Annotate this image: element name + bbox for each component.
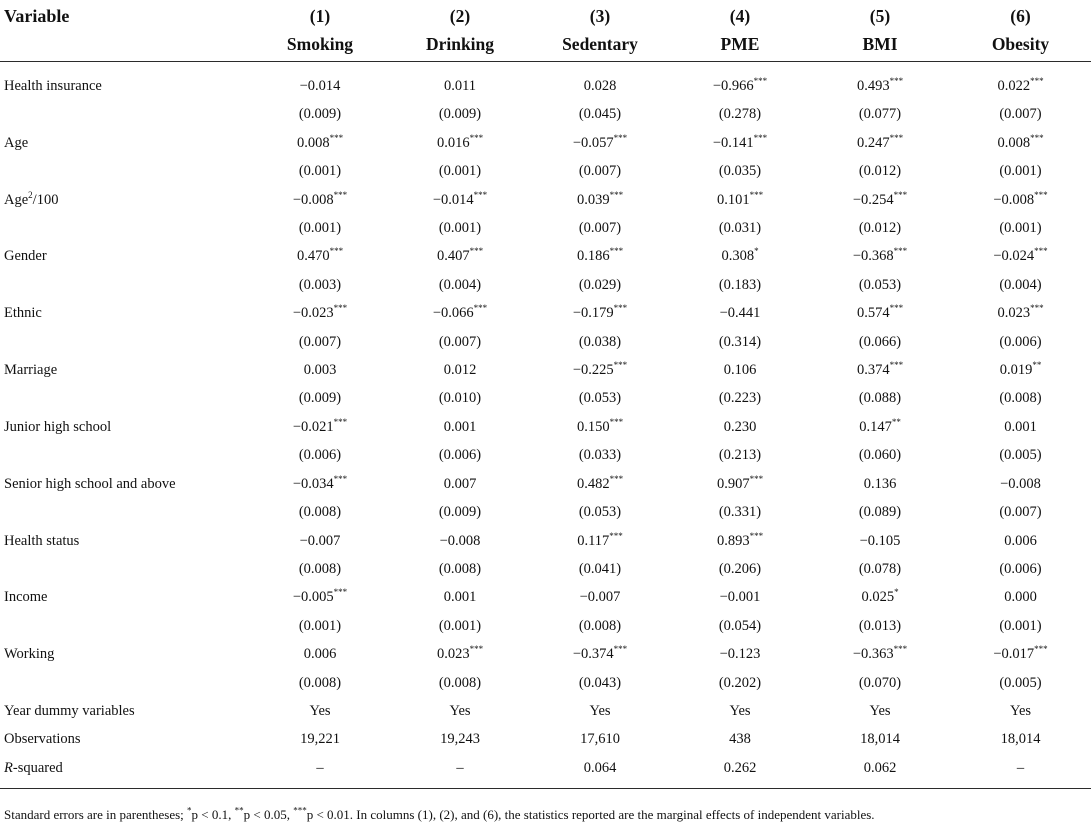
table-cell: (0.008) bbox=[298, 674, 342, 691]
table-footnote: Standard errors are in parentheses; *p < 0.1, **p < 0.05, ***p < 0.01. In columns (1), (2), and (6), the statistics reported are the marginal effects of independent variables. bbox=[4, 805, 875, 822]
significance-stars: *** bbox=[333, 303, 348, 314]
table-cell: Yes bbox=[449, 702, 471, 719]
table-cell: (0.054) bbox=[718, 617, 762, 634]
table-row bbox=[0, 612, 1091, 640]
header-col-5-num: (5) bbox=[869, 6, 891, 26]
row-label bbox=[0, 555, 250, 583]
table-row bbox=[0, 100, 1091, 128]
significance-stars: *** bbox=[609, 189, 624, 200]
table-cell: 0.007 bbox=[443, 475, 477, 492]
row-label bbox=[0, 612, 250, 640]
significance-stars: *** bbox=[609, 417, 624, 428]
table-cell: −0.017*** bbox=[993, 644, 1048, 663]
row-label: Health insurance bbox=[4, 78, 102, 94]
table-cell: (0.001) bbox=[298, 617, 342, 634]
table-cell: (0.077) bbox=[858, 106, 902, 123]
row-label bbox=[0, 100, 250, 128]
table-cell: (0.001) bbox=[438, 220, 482, 237]
table-row bbox=[0, 669, 1091, 697]
header-col-1-label: Smoking bbox=[250, 29, 390, 62]
table-header bbox=[0, 0, 1091, 62]
table-cell: 0.893*** bbox=[716, 530, 764, 549]
significance-stars: *** bbox=[469, 132, 484, 143]
significance-stars: *** bbox=[893, 246, 908, 257]
table-cell: −0.034*** bbox=[292, 473, 348, 492]
table-cell: 0.023*** bbox=[997, 303, 1044, 322]
table-cell: 18,014 bbox=[1000, 731, 1041, 748]
significance-stars: *** bbox=[889, 76, 904, 87]
significance-stars: *** bbox=[893, 189, 908, 200]
table-cell: (0.183) bbox=[718, 276, 762, 293]
table-cell: −0.441 bbox=[719, 305, 761, 322]
significance-stars: *** bbox=[473, 189, 488, 200]
table-cell: (0.007) bbox=[438, 333, 482, 350]
significance-stars: *** bbox=[889, 360, 904, 371]
table-cell: (0.088) bbox=[858, 390, 902, 407]
table-row bbox=[0, 697, 1091, 725]
table-cell: (0.003) bbox=[298, 276, 342, 293]
significance-stars: *** bbox=[1030, 76, 1044, 87]
table-cell: 0.136 bbox=[863, 475, 897, 492]
significance-stars: ** bbox=[1032, 360, 1042, 371]
significance-stars: *** bbox=[329, 246, 344, 257]
table-row bbox=[0, 242, 1091, 270]
table-cell: 0.001 bbox=[443, 589, 477, 606]
table-cell: (0.013) bbox=[858, 617, 902, 634]
table-cell: 0.907*** bbox=[716, 473, 764, 492]
table-cell: – bbox=[950, 754, 1091, 789]
row-label: Working bbox=[4, 646, 55, 663]
table-cell: 0.008*** bbox=[296, 132, 344, 151]
table-cell: −0.105 bbox=[859, 532, 901, 549]
table-row bbox=[0, 725, 1091, 753]
table-cell: 0.062 bbox=[810, 754, 950, 789]
row-label bbox=[0, 384, 250, 412]
table-cell: 0.117*** bbox=[577, 530, 623, 549]
table-cell: (0.206) bbox=[718, 560, 762, 577]
table-cell: (0.213) bbox=[718, 447, 762, 464]
table-cell: (0.053) bbox=[578, 504, 622, 521]
table-row bbox=[0, 640, 1091, 668]
significance-stars: *** bbox=[749, 530, 764, 541]
table-row bbox=[0, 129, 1091, 157]
significance-stars: *** bbox=[333, 473, 348, 484]
table-cell: −0.123 bbox=[719, 646, 761, 663]
header-col-3-num: (3) bbox=[589, 6, 611, 26]
table-row bbox=[0, 555, 1091, 583]
table-cell: −0.021*** bbox=[292, 417, 348, 435]
header-col-5-label: BMI bbox=[810, 29, 950, 62]
significance-stars: *** bbox=[333, 189, 348, 200]
table-cell: Yes bbox=[1009, 702, 1032, 719]
table-cell: 0.493*** bbox=[856, 76, 904, 94]
row-label bbox=[0, 441, 250, 469]
table-cell: (0.007) bbox=[999, 504, 1042, 521]
table-cell: 0.000 bbox=[1004, 589, 1037, 606]
table-cell: (0.004) bbox=[999, 276, 1042, 293]
table-cell: 0.001 bbox=[443, 418, 477, 435]
row-label: Age bbox=[4, 134, 29, 151]
table-cell: −0.024*** bbox=[993, 246, 1048, 265]
table-cell: −0.254*** bbox=[852, 189, 908, 208]
table-cell: (0.005) bbox=[999, 447, 1042, 464]
significance-stars: *** bbox=[1034, 189, 1048, 200]
table-cell: (0.029) bbox=[578, 276, 622, 293]
table-cell: (0.012) bbox=[858, 220, 902, 237]
table-cell: −0.001 bbox=[719, 589, 761, 606]
table-cell: (0.008) bbox=[578, 617, 622, 634]
table-cell: (0.078) bbox=[858, 560, 902, 577]
table-cell: (0.001) bbox=[298, 220, 342, 237]
table-cell: (0.001) bbox=[438, 617, 482, 634]
table-cell: −0.141*** bbox=[712, 132, 768, 151]
table-cell: (0.006) bbox=[298, 447, 342, 464]
significance-stars: *** bbox=[469, 644, 484, 655]
table-cell: (0.041) bbox=[578, 560, 622, 577]
significance-stars: * bbox=[894, 587, 899, 598]
table-cell: −0.368*** bbox=[852, 246, 908, 265]
table-cell: (0.007) bbox=[578, 220, 622, 237]
table-row bbox=[0, 62, 1091, 101]
table-cell: (0.331) bbox=[718, 504, 762, 521]
table-row bbox=[0, 527, 1091, 555]
table-cell: 0.101*** bbox=[716, 189, 764, 208]
table-cell: (0.060) bbox=[858, 447, 902, 464]
table-cell: (0.001) bbox=[999, 163, 1042, 180]
row-label: Observations bbox=[4, 731, 81, 748]
significance-stars: *** bbox=[613, 303, 628, 314]
significance-stars: *** bbox=[329, 132, 344, 143]
row-label: Year dummy variables bbox=[4, 702, 135, 719]
table-cell: (0.202) bbox=[718, 674, 762, 691]
table-cell: 18,014 bbox=[860, 731, 900, 748]
table-cell: −0.066*** bbox=[432, 303, 488, 322]
table-cell: −0.008*** bbox=[292, 189, 348, 208]
table-cell: – bbox=[390, 754, 530, 789]
table-cell: (0.001) bbox=[999, 617, 1042, 634]
significance-stars: *** bbox=[1034, 246, 1048, 257]
table-cell: (0.031) bbox=[718, 220, 762, 237]
row-label bbox=[0, 214, 250, 242]
table-cell: 0.482*** bbox=[576, 473, 624, 492]
table-row bbox=[0, 157, 1091, 185]
header-col-6-label: Obesity bbox=[950, 29, 1091, 62]
table-cell: (0.038) bbox=[578, 333, 622, 350]
table-row bbox=[0, 356, 1091, 384]
table-cell: 0.008*** bbox=[997, 132, 1044, 151]
table-body bbox=[0, 62, 1091, 789]
table-row bbox=[0, 498, 1091, 526]
table-cell: (0.010) bbox=[438, 390, 482, 407]
table-cell: (0.006) bbox=[999, 560, 1042, 577]
significance-stars: *** bbox=[753, 76, 768, 87]
table-cell: 0.023*** bbox=[436, 644, 484, 663]
table-cell: (0.009) bbox=[298, 106, 342, 123]
table-cell: (0.006) bbox=[999, 333, 1042, 350]
table-cell: 0.016*** bbox=[436, 132, 484, 151]
table-cell: (0.223) bbox=[718, 390, 762, 407]
table-cell: −0.374*** bbox=[572, 644, 628, 663]
significance-stars: *** bbox=[1030, 132, 1044, 143]
table-cell: 0.039*** bbox=[576, 189, 624, 208]
table-row bbox=[0, 299, 1091, 327]
table-cell: (0.008) bbox=[298, 504, 342, 521]
table-cell: (0.053) bbox=[858, 276, 902, 293]
significance-stars: *** bbox=[613, 644, 628, 655]
row-label bbox=[0, 498, 250, 526]
significance-stars: *** bbox=[613, 132, 628, 143]
table-cell: 0.011 bbox=[443, 78, 477, 94]
significance-stars: * bbox=[754, 246, 759, 257]
table-cell: 19,243 bbox=[440, 731, 480, 748]
table-cell: −0.179*** bbox=[572, 303, 628, 322]
table-cell: 0.006 bbox=[303, 646, 337, 663]
table-cell: (0.009) bbox=[438, 504, 482, 521]
significance-stars: *** bbox=[609, 246, 624, 257]
table-cell: Yes bbox=[589, 702, 611, 719]
table-row bbox=[0, 384, 1091, 412]
table-cell: – bbox=[250, 754, 390, 789]
table-cell: 0.470*** bbox=[296, 246, 344, 265]
table-cell: 0.247*** bbox=[856, 132, 904, 151]
table-cell: −0.008 bbox=[1000, 475, 1041, 492]
significance-stars: *** bbox=[333, 417, 348, 428]
table-cell: −0.008*** bbox=[993, 189, 1048, 208]
table-cell: (0.009) bbox=[298, 390, 342, 407]
row-label: Junior high school bbox=[4, 418, 112, 435]
table-cell: (0.035) bbox=[718, 163, 762, 180]
significance-stars: *** bbox=[473, 303, 488, 314]
table-cell: (0.004) bbox=[438, 276, 482, 293]
significance-stars: *** bbox=[749, 473, 764, 484]
significance-stars: *** bbox=[753, 132, 768, 143]
row-label bbox=[0, 669, 250, 697]
header-col-4-label: PME bbox=[670, 29, 810, 62]
table-cell: 0.230 bbox=[723, 418, 757, 435]
table-cell: −0.007 bbox=[299, 532, 341, 549]
table-cell: −0.225*** bbox=[572, 360, 628, 379]
row-label bbox=[0, 157, 250, 185]
row-label: Gender bbox=[4, 248, 47, 265]
table-cell: −0.023*** bbox=[292, 303, 348, 322]
header-col-2-num: (2) bbox=[449, 6, 471, 26]
table-cell: −0.057*** bbox=[572, 132, 628, 151]
table-cell: (0.066) bbox=[858, 333, 902, 350]
table-cell: 0.374*** bbox=[856, 360, 904, 379]
row-label: Income bbox=[4, 589, 48, 606]
significance-stars: *** bbox=[889, 132, 904, 143]
table-row bbox=[0, 413, 1091, 441]
table-cell: Yes bbox=[309, 702, 331, 719]
row-label bbox=[0, 328, 250, 356]
table-cell: (0.007) bbox=[298, 333, 342, 350]
row-label: R-squared bbox=[0, 754, 250, 789]
table-cell: −0.014 bbox=[299, 78, 341, 94]
table-cell: (0.006) bbox=[438, 447, 482, 464]
table-cell: 0.186*** bbox=[576, 246, 624, 265]
significance-stars: *** bbox=[889, 303, 904, 314]
table-cell: −0.008 bbox=[439, 532, 481, 549]
table-cell: (0.089) bbox=[858, 504, 902, 521]
table-cell: −0.007 bbox=[579, 589, 621, 606]
row-label: Senior high school and above bbox=[4, 475, 176, 492]
table-row bbox=[0, 470, 1091, 498]
table-row bbox=[0, 583, 1091, 611]
table-cell: (0.008) bbox=[438, 674, 482, 691]
table-cell: (0.001) bbox=[438, 163, 482, 180]
table-cell: −0.966*** bbox=[712, 76, 768, 94]
table-cell: 0.574*** bbox=[856, 303, 904, 322]
table-cell: (0.008) bbox=[999, 390, 1042, 407]
row-label: Age$^2$/100 bbox=[4, 189, 59, 208]
table-cell: (0.008) bbox=[438, 560, 482, 577]
table-cell: 0.028 bbox=[583, 78, 617, 94]
table-cell: 0.064 bbox=[530, 754, 670, 789]
table-row bbox=[0, 271, 1091, 299]
table-cell: (0.012) bbox=[858, 163, 902, 180]
header-col-2-label: Drinking bbox=[390, 29, 530, 62]
table-cell: (0.007) bbox=[578, 163, 622, 180]
table-cell: 17,610 bbox=[580, 731, 620, 748]
table-cell: −0.005*** bbox=[292, 587, 348, 606]
header-spacer bbox=[0, 29, 250, 62]
table-cell: 0.006 bbox=[1004, 532, 1037, 549]
table-cell: (0.278) bbox=[718, 106, 762, 123]
header-col-1-num: (1) bbox=[309, 6, 331, 26]
table-cell: −0.363*** bbox=[852, 644, 908, 663]
table-cell: (0.009) bbox=[438, 106, 482, 123]
table-cell: (0.007) bbox=[999, 106, 1042, 123]
table-cell: (0.043) bbox=[578, 674, 622, 691]
table-cell: (0.001) bbox=[999, 220, 1042, 237]
header-col-4-num: (4) bbox=[729, 6, 751, 26]
table-row bbox=[0, 754, 1091, 789]
row-label: Ethnic bbox=[4, 305, 42, 322]
table-cell: 0.001 bbox=[1004, 418, 1037, 435]
table-cell: 0.147** bbox=[859, 417, 901, 435]
significance-stars: *** bbox=[469, 246, 484, 257]
significance-stars: *** bbox=[333, 587, 348, 598]
table-cell: (0.053) bbox=[578, 390, 622, 407]
table-cell: (0.314) bbox=[718, 333, 762, 350]
table-cell: (0.070) bbox=[858, 674, 902, 691]
row-label bbox=[0, 271, 250, 299]
significance-stars: *** bbox=[609, 530, 623, 541]
table-row bbox=[0, 441, 1091, 469]
table-row bbox=[0, 328, 1091, 356]
table-cell: Yes bbox=[869, 702, 891, 719]
significance-stars: ** bbox=[891, 417, 901, 428]
table-cell: 0.003 bbox=[303, 362, 337, 379]
table-cell: 0.407*** bbox=[436, 246, 484, 265]
table-row bbox=[0, 186, 1091, 214]
table-cell: 0.012 bbox=[443, 362, 477, 379]
table-cell: 19,221 bbox=[300, 731, 340, 748]
table-cell: 0.022*** bbox=[997, 76, 1044, 94]
row-label: Health status bbox=[4, 532, 80, 549]
header-col-3-label: Sedentary bbox=[530, 29, 670, 62]
table-cell: 0.308* bbox=[721, 246, 759, 265]
header-col-6-num: (6) bbox=[1010, 6, 1031, 26]
significance-stars: *** bbox=[749, 189, 764, 200]
table-cell: 0.150*** bbox=[576, 417, 624, 435]
table-row bbox=[0, 214, 1091, 242]
table-cell: (0.005) bbox=[999, 674, 1042, 691]
table-cell: (0.033) bbox=[578, 447, 622, 464]
table-cell: (0.008) bbox=[298, 560, 342, 577]
table-cell: 0.025* bbox=[861, 587, 899, 606]
table-cell: (0.045) bbox=[578, 106, 622, 123]
header-variable: Variable bbox=[4, 6, 70, 26]
table-cell: 438 bbox=[729, 731, 751, 748]
table-cell: Yes bbox=[729, 702, 751, 719]
significance-stars: *** bbox=[893, 644, 908, 655]
table-cell: 0.106 bbox=[723, 362, 757, 379]
table-cell: −0.014*** bbox=[432, 189, 488, 208]
significance-stars: *** bbox=[609, 473, 624, 484]
table-cell: 0.019** bbox=[999, 360, 1042, 379]
table-cell: (0.001) bbox=[298, 163, 342, 180]
significance-stars: *** bbox=[1030, 303, 1044, 314]
significance-stars: *** bbox=[613, 360, 628, 371]
table-cell: 0.262 bbox=[670, 754, 810, 789]
significance-stars: *** bbox=[1034, 644, 1048, 655]
row-label: Marriage bbox=[4, 362, 58, 379]
